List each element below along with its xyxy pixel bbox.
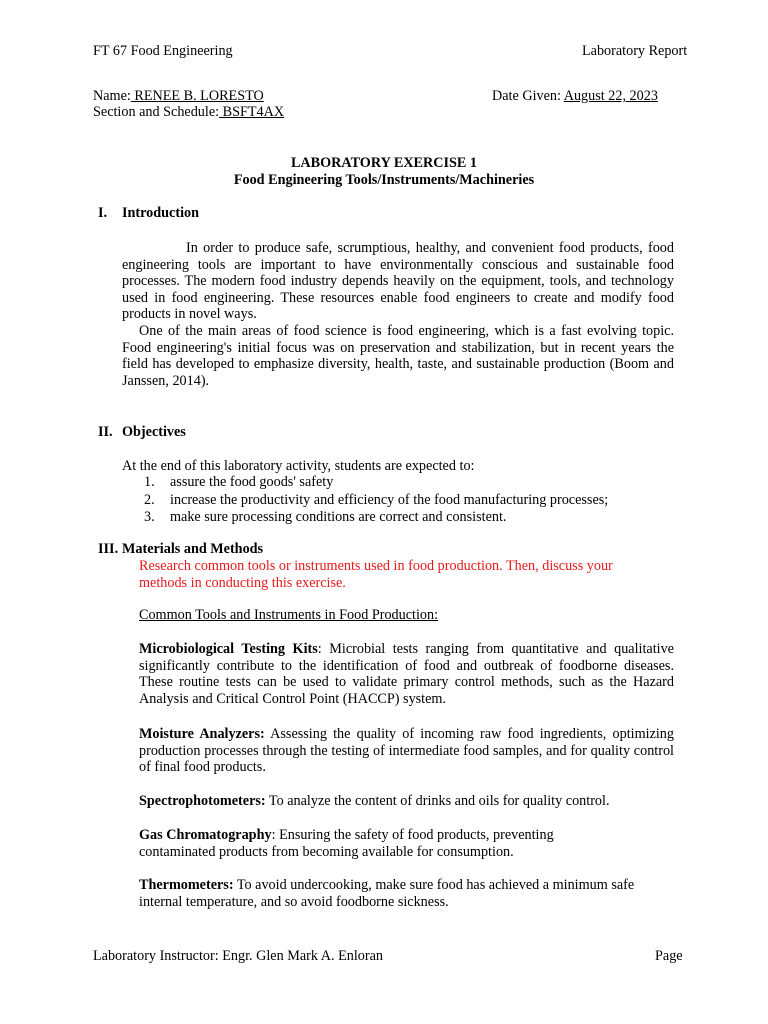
tool-description: Ensuring the safety of food products, preventing contaminated products from becoming available for consumption. — [139, 827, 554, 860]
section-heading-materials: Materials and Methods — [122, 541, 264, 557]
section-value: BSFT4AX — [219, 104, 285, 120]
list-item: 2. increase the productivity and efficiency of the food manufacturing processes; — [144, 491, 609, 508]
report-type: Laboratory Report — [582, 43, 688, 59]
section-numeral-objectives: II. — [98, 424, 113, 440]
tool-description: Microbial tests ranging from quantitative and qualitative significantly contribute to the identification of food and outbreak of foodborne diseases. These routine tests can be used to validate primary control methods, such as the Hazard Analysis and Critical Control Point (HACCP) system. — [139, 641, 674, 707]
course-title: FT 67 Food Engineering — [93, 43, 233, 59]
tool-name: Thermometers: — [139, 877, 234, 893]
footer-instructor: Laboratory Instructor: Engr. Glen Mark A. Enloran — [93, 948, 383, 964]
tool-name: Gas Chromatography — [139, 827, 272, 843]
tool-description: To avoid undercooking, make sure food has achieved a minimum safe internal temperature, and so avoid foodborne sickness. — [139, 877, 635, 910]
intro-paragraph-1: In order to produce safe, scrumptious, healthy, and convenient food products, food engineering tools are important to have environmentally conscious and sustainable food processes. The modern food industry depends heavily on the equipment, tools, and technology used in food engineering. These resources enable food engineers to create and modify food products in novel ways. — [122, 240, 674, 323]
date-value: August 22, 2023 — [563, 88, 658, 104]
name-value: RENEE B. LORESTO — [130, 88, 264, 104]
tool-name: Microbiological Testing Kits — [139, 641, 318, 657]
intro-paragraph-2: One of the main areas of food science is food engineering, which is a fast evolving topic. Food engineering's initial focus was on preservation and stabilization, but in recent years the field has developed to emphasize diversity, health, taste, and sustainable production (Boom and Janssen, 2014). — [122, 323, 674, 389]
objectives-lead: At the end of this laboratory activity, students are expected to: — [122, 458, 475, 474]
objectives-list — [144, 474, 608, 527]
tool-entry — [139, 877, 659, 910]
section-numeral-intro: I. — [98, 205, 108, 221]
tools-subheading: Common Tools and Instruments in Food Production: — [139, 607, 439, 623]
tool-entry: Gas Chromatography: Ensuring the safety of food products, preventing contaminated products from becoming available for consumption. — [139, 827, 554, 860]
section-heading-intro: Introduction — [122, 205, 199, 221]
tool-name: Moisture Analyzers: — [139, 726, 265, 742]
footer-page-label: Page — [655, 948, 683, 964]
exercise-title: LABORATORY EXERCISE 1 — [290, 155, 478, 171]
tool-entry — [139, 793, 610, 810]
tool-name: Spectrophotometers: — [139, 793, 266, 809]
date-label: Date Given: — [492, 88, 561, 104]
section-heading-objectives: Objectives — [122, 424, 186, 440]
section-numeral-materials: III. — [98, 541, 119, 557]
section-line — [93, 104, 284, 121]
tool-entry: Microbiological Testing Kits: Microbial tests ranging from quantitative and qualitative significantly contribute to the identification of food and outbreak of foodborne diseases. These routine tests can be used to validate primary control methods, such as the Hazard Analysis and Critical Control Point (HACCP) system. — [139, 641, 674, 707]
tool-description: To analyze the content of drinks and oils for quality control. — [268, 793, 610, 809]
name-line — [93, 88, 264, 105]
list-item: 3. make sure processing conditions are correct and consistent. — [144, 509, 507, 526]
tool-description: Assessing the quality of incoming raw food ingredients, optimizing production processes through the testing of intermediate food samples, and for quality control of final food products. — [139, 726, 674, 776]
exercise-subtitle: Food Engineering Tools/Instruments/Machineries — [233, 172, 535, 188]
section-label: Section and Schedule: — [93, 104, 220, 120]
materials-instruction: Research common tools or instruments used in food production. Then, discuss your methods in conducting this exercise. — [139, 558, 613, 591]
list-item: 1. assure the food goods' safety — [144, 474, 334, 490]
date-line — [492, 88, 658, 105]
tool-entry — [139, 726, 674, 776]
name-label: Name: — [93, 88, 131, 104]
